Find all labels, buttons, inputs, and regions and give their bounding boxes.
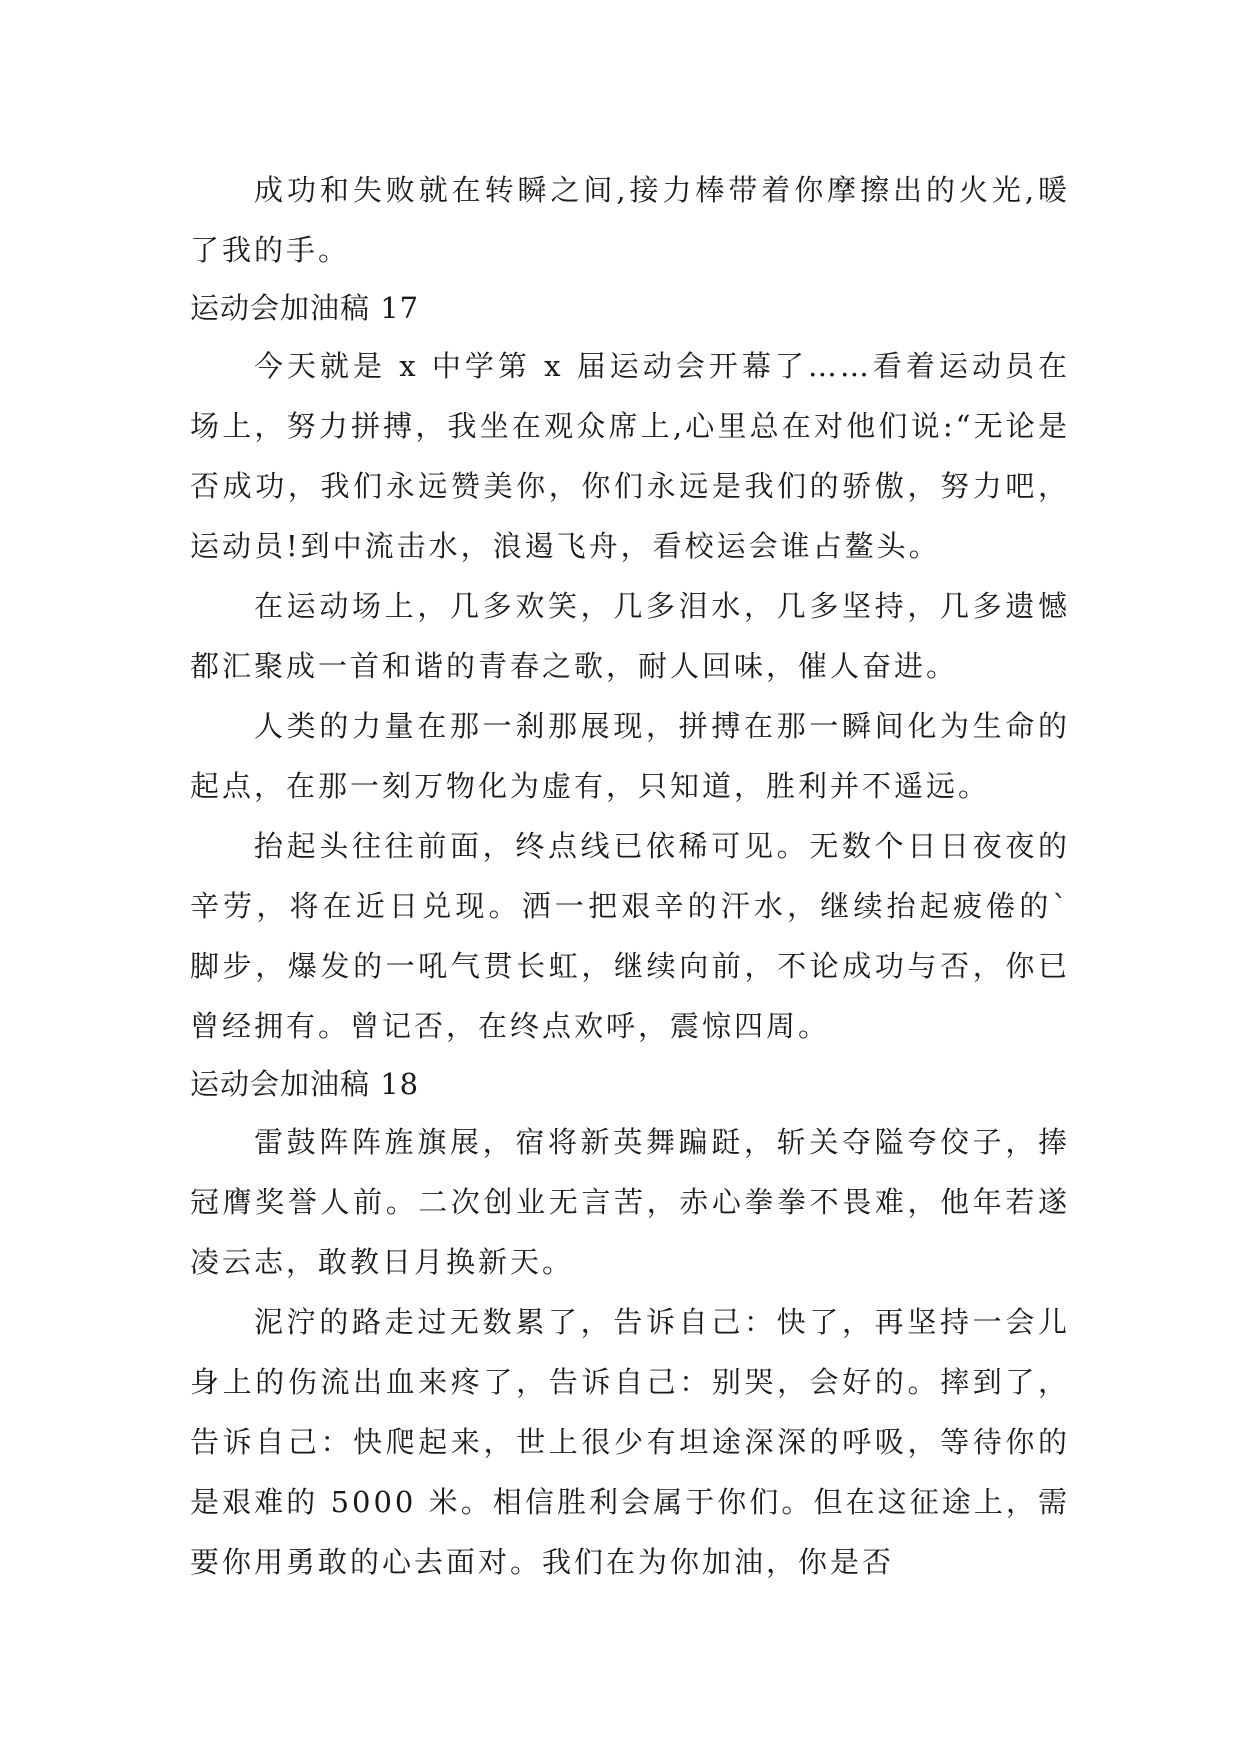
paragraph-human-strength: 人类的力量在那一刹那展现，拼搏在那一瞬间化为生命的起点，在那一刻万物化为虚有，只知道，胜利并不遥远。 xyxy=(190,709,1070,803)
paragraph-drums: 雷鼓阵阵旌旗展，宿将新英舞蹁跹，斩关夺隘夸佼子，捧冠膺奖誉人前。二次创业无言苦，赤心拳拳不畏难，他年若遂凌云志，敢教日月换新天。 xyxy=(190,1125,1070,1279)
paragraph-sports-field: 在运动场上，几多欢笑，几多泪水，几多坚持，几多遗憾都汇聚成一首和谐的青春之歌，耐人回味，催人奋进。 xyxy=(190,589,1070,683)
paragraph-baton: 成功和失败就在转瞬之间,接力棒带着你摩擦出的火光,暖了我的手。 xyxy=(190,173,1070,267)
paragraph-finish-line: 抬起头往往前面，终点线已依稀可见。无数个日日夜夜的辛劳，将在近日兑现。洒一把艰辛的汗水，继续抬起疲倦的`脚步，爆发的一吼气贯长虹，继续向前，不论成功与否，你已曾经拥有。曾记否，在终点欢呼，震惊四周。 xyxy=(190,829,1070,1043)
section-heading-18: 运动会加油稿 18 xyxy=(190,1067,420,1101)
document-body xyxy=(190,160,1070,1592)
paragraph-opening: 今天就是 x 中学第 x 届运动会开幕了……看着运动员在场上，努力拼搏，我坐在观众席上,心里总在对他们说:“无论是否成功，我们永远赞美你，你们永远是我们的骄傲，努力吧，运动员!到中流击水，浪遏飞舟，看校运会谁占鳌头。 xyxy=(190,349,1070,563)
paragraph-muddy-road: 泥泞的路走过无数累了，告诉自己：快了，再坚持一会儿身上的伤流出血来疼了，告诉自己：别哭，会好的。摔到了，告诉自己：快爬起来，世上很少有坦途深深的呼吸，等待你的是艰难的 5000 米。相信胜利会属于你们。但在这征途上，需要你用勇敢的心去面对。我们在为你加油，你是否 xyxy=(190,1305,1070,1579)
section-heading-17: 运动会加油稿 17 xyxy=(190,291,420,325)
